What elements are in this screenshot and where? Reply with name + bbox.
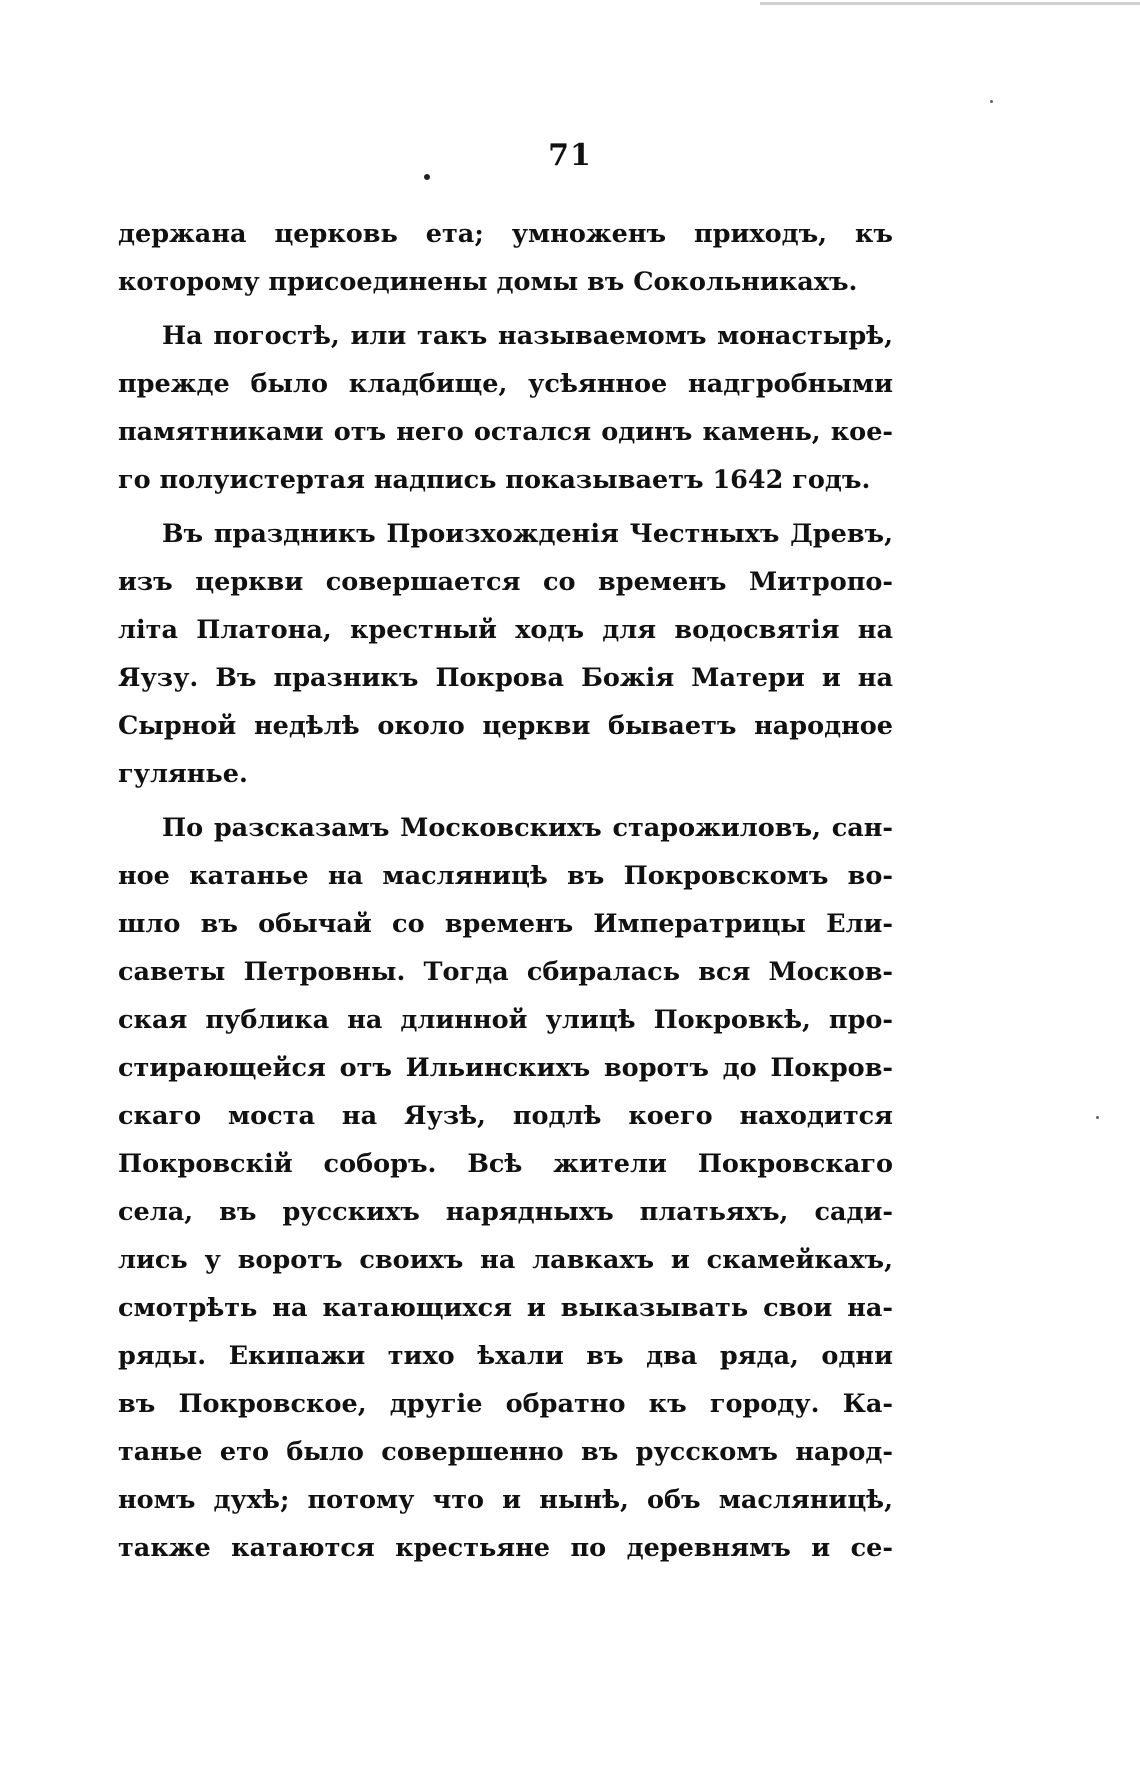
text-line: Яузу. Въ празникъ Покрова Божія Матери и на [118,663,893,693]
text-line: номъ духѣ; потому что и нынѣ, объ масляницѣ, [118,1485,893,1515]
body-text [118,210,893,1572]
text-line: также катаются крестьяне по деревнямъ и се- [118,1533,893,1563]
text-line: Въ праздникъ Произхожденія Честныхъ Древъ, [162,519,893,549]
page-number [0,138,1140,173]
text-line: села, въ русскихъ нарядныхъ платьяхъ, сади- [118,1197,893,1227]
text-line: По разсказамъ Московскихъ старожиловъ, сан- [162,813,893,843]
text-line: скаго моста на Яузѣ, подлѣ коего находится [118,1101,893,1131]
text-line: літа Платона, крестный ходъ для водосвятія на [118,615,893,645]
text-line: го полуистертая надпись показываетъ 1642 годъ. [118,465,871,495]
text-line: стирающейся отъ Ильинскихъ воротъ до Покров- [118,1053,893,1083]
page-edge-rule [760,2,1140,5]
text-line: ская публика на длинной улицѣ Покровкѣ, про- [118,1005,893,1035]
paper-speck [990,100,993,103]
text-line: саветы Петровны. Тогда сбиралась вся Москов- [118,957,893,987]
text-line: держана церковь ета; умноженъ приходъ, къ [118,219,893,249]
text-line: гулянье. [118,759,248,789]
text-line: прежде было кладбище, усѣянное надгробными [118,369,893,399]
text-line: шло въ обычай со временъ Императрицы Ели- [118,909,893,939]
text-line: изъ церкви совершается со временъ Митропо- [118,567,893,597]
text-line: въ Покровское, другіе обратно къ городу. Ка- [118,1389,893,1419]
text-line: лись у воротъ своихъ на лавкахъ и скамейкахъ, [118,1245,893,1275]
text-line: Сырной недѣлѣ около церкви бываетъ народное [118,711,893,741]
text-line: которому присоединены домы въ Сокольникахъ. [118,267,858,297]
text-line: танье ето было совершенно въ русскомъ народ- [118,1437,893,1467]
text-line: На погостѣ, или такъ называемомъ монастырѣ, [162,321,893,351]
print-dot [424,174,430,180]
text-line: ное катанье на масляницѣ въ Покровскомъ во- [118,861,893,891]
page-number-text: 71 [548,138,592,173]
text-line: Покровскій соборъ. Всѣ жители Покровскаго [118,1149,893,1179]
paper-speck [1096,1116,1099,1119]
text-line: ряды. Екипажи тихо ѣхали въ два ряда, одни [118,1341,893,1371]
text-line: памятниками отъ него остался одинъ камень, кое- [118,417,893,447]
text-line: смотрѣть на катающихся и выказывать свои на- [118,1293,893,1323]
